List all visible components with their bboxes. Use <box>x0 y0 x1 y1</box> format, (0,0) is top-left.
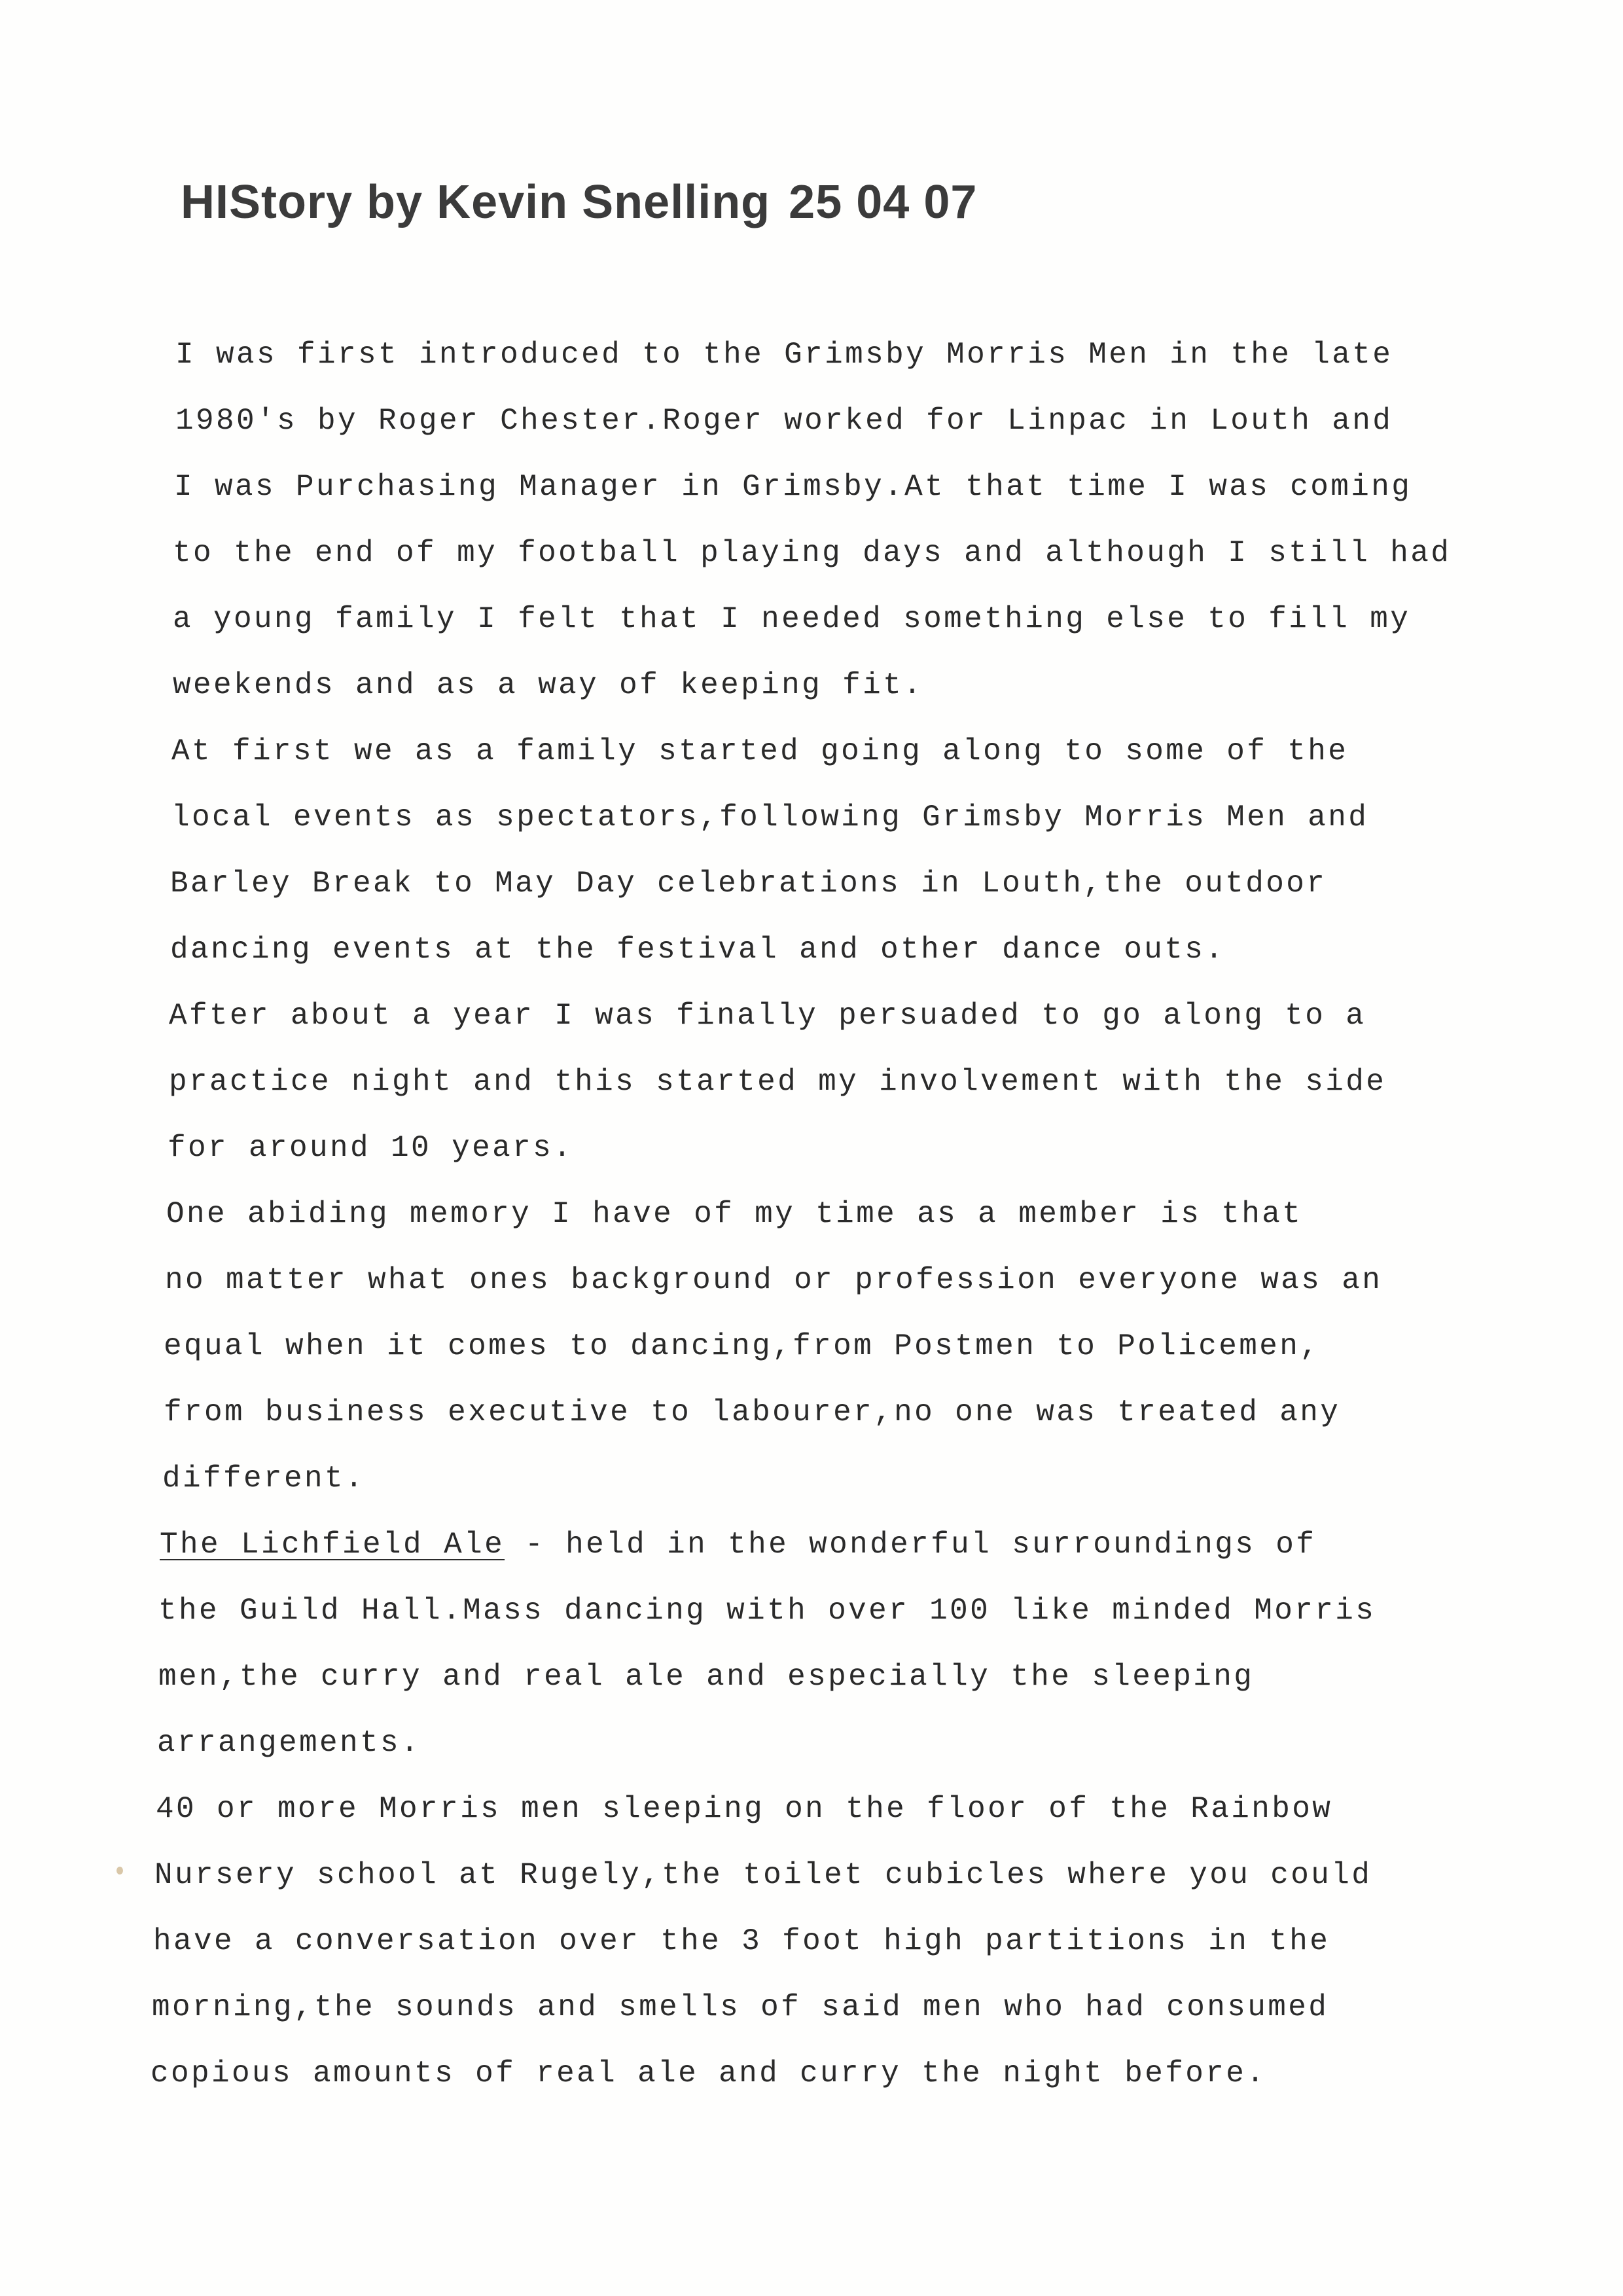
lichfield-heading: The Lichfield Ale <box>160 1528 505 1562</box>
body-line: I was Purchasing Manager in Grimsby.At that time I was coming <box>174 470 1412 504</box>
body-line: dancing events at the festival and other dance outs. <box>170 933 1226 967</box>
body-line-lichfield <box>160 1528 1316 1562</box>
body-line: Barley Break to May Day celebrations in Louth,the outdoor <box>170 867 1327 901</box>
body-line: from business executive to labourer,no one was treated any <box>164 1395 1341 1429</box>
title-name: HIStory by Kevin Snelling <box>181 176 771 228</box>
body-line: equal when it comes to dancing,from Postmen to Policemen, <box>164 1329 1321 1363</box>
body-line: have a conversation over the 3 foot high partitions in the <box>153 1924 1330 1958</box>
paper-speck <box>116 1867 123 1874</box>
body-line: 40 or more Morris men sleeping on the floor of the Rainbow <box>156 1792 1333 1826</box>
body-line: local events as spectators,following Grimsby Morris Men and <box>171 800 1369 834</box>
body-line: At first we as a family started going along to some of the <box>171 734 1349 768</box>
body-line: One abiding memory I have of my time as a member is that <box>166 1197 1303 1231</box>
body-line: I was first introduced to the Grimsby Morris Men in the late <box>175 338 1393 372</box>
body-line: practice night and this started my involvement with the side <box>169 1065 1387 1099</box>
body-line: a young family I felt that I needed something else to fill my <box>173 602 1411 636</box>
lichfield-heading-rest: - held in the wonderful surroundings of <box>505 1528 1317 1562</box>
body-line: Nursery school at Rugely,the toilet cubicles where you could <box>154 1858 1372 1892</box>
title-date: 25 04 07 <box>789 176 978 228</box>
body-line: to the end of my football playing days and although I still had <box>173 536 1452 570</box>
body-line: weekends and as a way of keeping fit. <box>173 668 924 702</box>
body-line: After about a year I was finally persuaded to go along to a <box>169 999 1366 1033</box>
body-line: for around 10 years. <box>168 1131 574 1165</box>
body-line: 1980's by Roger Chester.Roger worked for Linpac in Louth and <box>175 404 1393 438</box>
body-line: the Guild Hall.Mass dancing with over 100 like minded Morris <box>158 1594 1376 1628</box>
body-line: copious amounts of real ale and curry the night before. <box>151 2056 1267 2090</box>
body-line: men,the curry and real ale and especially the sleeping <box>158 1660 1255 1694</box>
body-line: morning,the sounds and smells of said men who had consumed <box>152 1990 1329 2024</box>
body-line: different. <box>162 1462 366 1496</box>
body-line: no matter what ones background or profession everyone was an <box>165 1263 1383 1297</box>
body-line: arrangements. <box>157 1726 421 1760</box>
